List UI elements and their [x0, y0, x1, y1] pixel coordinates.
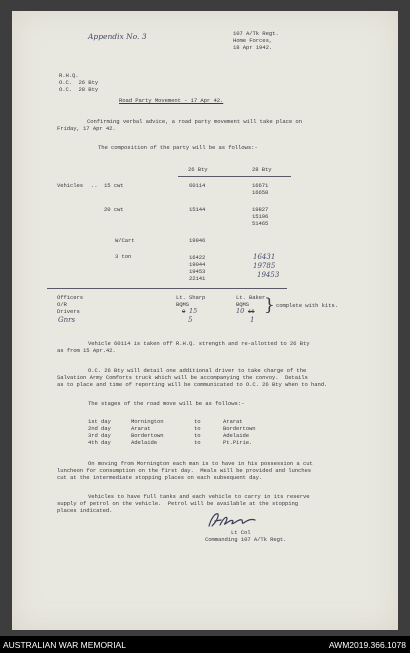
para-driver-line-1: O.C. 26 Bty will detail one additional driver to take charge of the [88, 367, 307, 374]
handwritten-cell-28-bty: 19785 [253, 262, 276, 270]
handwritten-gnrs-label: Gnrs [58, 316, 76, 324]
cell-26-bty: 60114 [189, 182, 206, 189]
col-header-26-bty: 26 Bty [188, 166, 208, 173]
cell-28-bty: 51465 [252, 220, 269, 227]
handwritten-signature [206, 510, 258, 530]
signature-title: Commanding 107 A/Tk Regt. [205, 536, 287, 543]
handwritten-drivers-26-bty: 15 [189, 307, 198, 315]
officer-28-bty: Lt. Baker [236, 294, 266, 301]
para-petrol-line-1: Vehicles to have full tanks and each vehicle to carry in its reserve [88, 493, 310, 500]
cell-26-bty: 19453 [189, 268, 206, 275]
footer-institution: AUSTRALIAN WAR MEMORIAL [3, 640, 126, 650]
header-unit: 107 A/Tk Regt. [233, 30, 279, 37]
drivers-26-bty: 9 [182, 308, 186, 315]
handwritten-gnrs-26-bty: 5 [188, 316, 193, 324]
recipient-28-bty: O.C. 28 Bty [59, 86, 99, 93]
document-page [12, 11, 398, 630]
para-lunch-line-2: luncheon for consumption on the first day. Meals will be provided and lunches [57, 467, 312, 474]
cell-26-bty: 22141 [189, 275, 206, 282]
cell-28-bty: 15196 [252, 213, 269, 220]
col-header-28-bty: 28 Bty [252, 166, 272, 173]
para-vehicle-line-2: as from 15 Apr.42. [57, 347, 116, 354]
brace-symbol: } [264, 295, 275, 315]
stage-to: Ararat [223, 418, 243, 425]
row-category: Vehicles [57, 182, 84, 189]
cell-28-bty: 19827 [252, 206, 269, 213]
stage-to-word: to [194, 418, 201, 425]
handwritten-appendix-note: Appendix No. 3 [88, 32, 147, 41]
intro-line-2: Friday, 17 Apr 42. [57, 125, 116, 132]
stage-day: 2nd day [88, 425, 111, 432]
para-driver-line-2: Salvation Army Comforts truck which will be accompanying the convoy. Details [57, 374, 308, 381]
row-vehicle-type: 20 cwt [104, 206, 124, 213]
para-petrol-line-3: places indicated. [57, 507, 113, 514]
stage-to: Bordertown [223, 425, 256, 432]
label-other-ranks: O/R [57, 301, 67, 308]
table-section-rule [47, 288, 287, 289]
label-drivers: Drivers [57, 308, 80, 315]
table-header-rule [178, 176, 291, 177]
stage-from: Bordertown [131, 432, 164, 439]
handwritten-cell-28-bty: 16431 [253, 253, 276, 261]
cell-26-bty: 15144 [189, 206, 206, 213]
stage-from: Ararat [131, 425, 151, 432]
stage-from: Adelaide [131, 439, 158, 446]
composition-intro: The composition of the party will be as follows:- [98, 144, 258, 151]
stage-to: Pt.Pirie. [223, 439, 253, 446]
cell-28-bty: 16658 [252, 189, 269, 196]
recipient-26-bty: O.C. 26 Bty [59, 79, 99, 86]
para-driver-line-3: as to place and time of reporting will be communicated to O.C. 26 Bty when to hand. [57, 381, 328, 388]
stage-day: 4th day [88, 439, 111, 446]
handwritten-gnrs-28-bty: 1 [250, 316, 255, 324]
other-ranks-26-bty: BQMS [176, 301, 190, 308]
signature-rank: Lt Col [231, 529, 251, 536]
footer-accession-number: AWM2019.366.1078 [328, 640, 406, 650]
para-lunch-line-1: On moving from Mornington each man is to have in his possession a cut [88, 460, 313, 467]
row-vehicle-type: 15 cwt [104, 182, 124, 189]
stage-day: 3rd day [88, 432, 111, 439]
para-lunch-line-3: cut at the intermediate stopping places on each subsequent day. [57, 474, 263, 481]
stage-to: Adelaide [223, 432, 250, 439]
stage-day: 1st day [88, 418, 111, 425]
recipient-rhq: R.H.Q. [59, 72, 79, 79]
cell-26-bty: 19044 [189, 261, 206, 268]
cell-28-bty: 16671 [252, 182, 269, 189]
handwritten-drivers-28-bty: 10 [236, 307, 245, 315]
handwritten-cell-28-bty: 19453 [257, 271, 280, 279]
stages-intro: The stages of the road move will be as follows:- [88, 400, 245, 407]
header-location: Home Forces, [233, 37, 273, 44]
document-title: Road Party Movement - 17 Apr 42. [119, 97, 224, 104]
para-vehicle-line-1: Vehicle 60114 is taken off R.H.Q. strength and re-allotted to 26 Bty [88, 340, 310, 347]
officer-26-bty: Lt. Sharp [176, 294, 206, 301]
header-date: 18 Apr 1942. [233, 44, 273, 51]
row-vehicle-type: 3 ton [115, 253, 132, 260]
brace-note: complete with kits. [276, 302, 338, 309]
stage-to-word: to [194, 425, 201, 432]
cell-26-bty: 16422 [189, 254, 206, 261]
intro-line-1: Confirming verbal advice, a road party movement will take place on [87, 118, 302, 125]
stage-from: Mornington [131, 418, 164, 425]
stage-to-word: to [194, 439, 201, 446]
row-vehicle-type: W/Cart [115, 237, 135, 244]
label-officers: Officers [57, 294, 84, 301]
cell-26-bty: 19946 [189, 237, 206, 244]
footer-bar [0, 636, 410, 653]
drivers-28-bty: 16 [248, 308, 255, 315]
other-ranks-28-bty: BQMS [236, 301, 250, 308]
stage-to-word: to [194, 432, 201, 439]
para-petrol-line-2: supply of petrol on the vehicle. Petrol will be available at the stopping [57, 500, 299, 507]
row-separator: .. [91, 182, 98, 189]
